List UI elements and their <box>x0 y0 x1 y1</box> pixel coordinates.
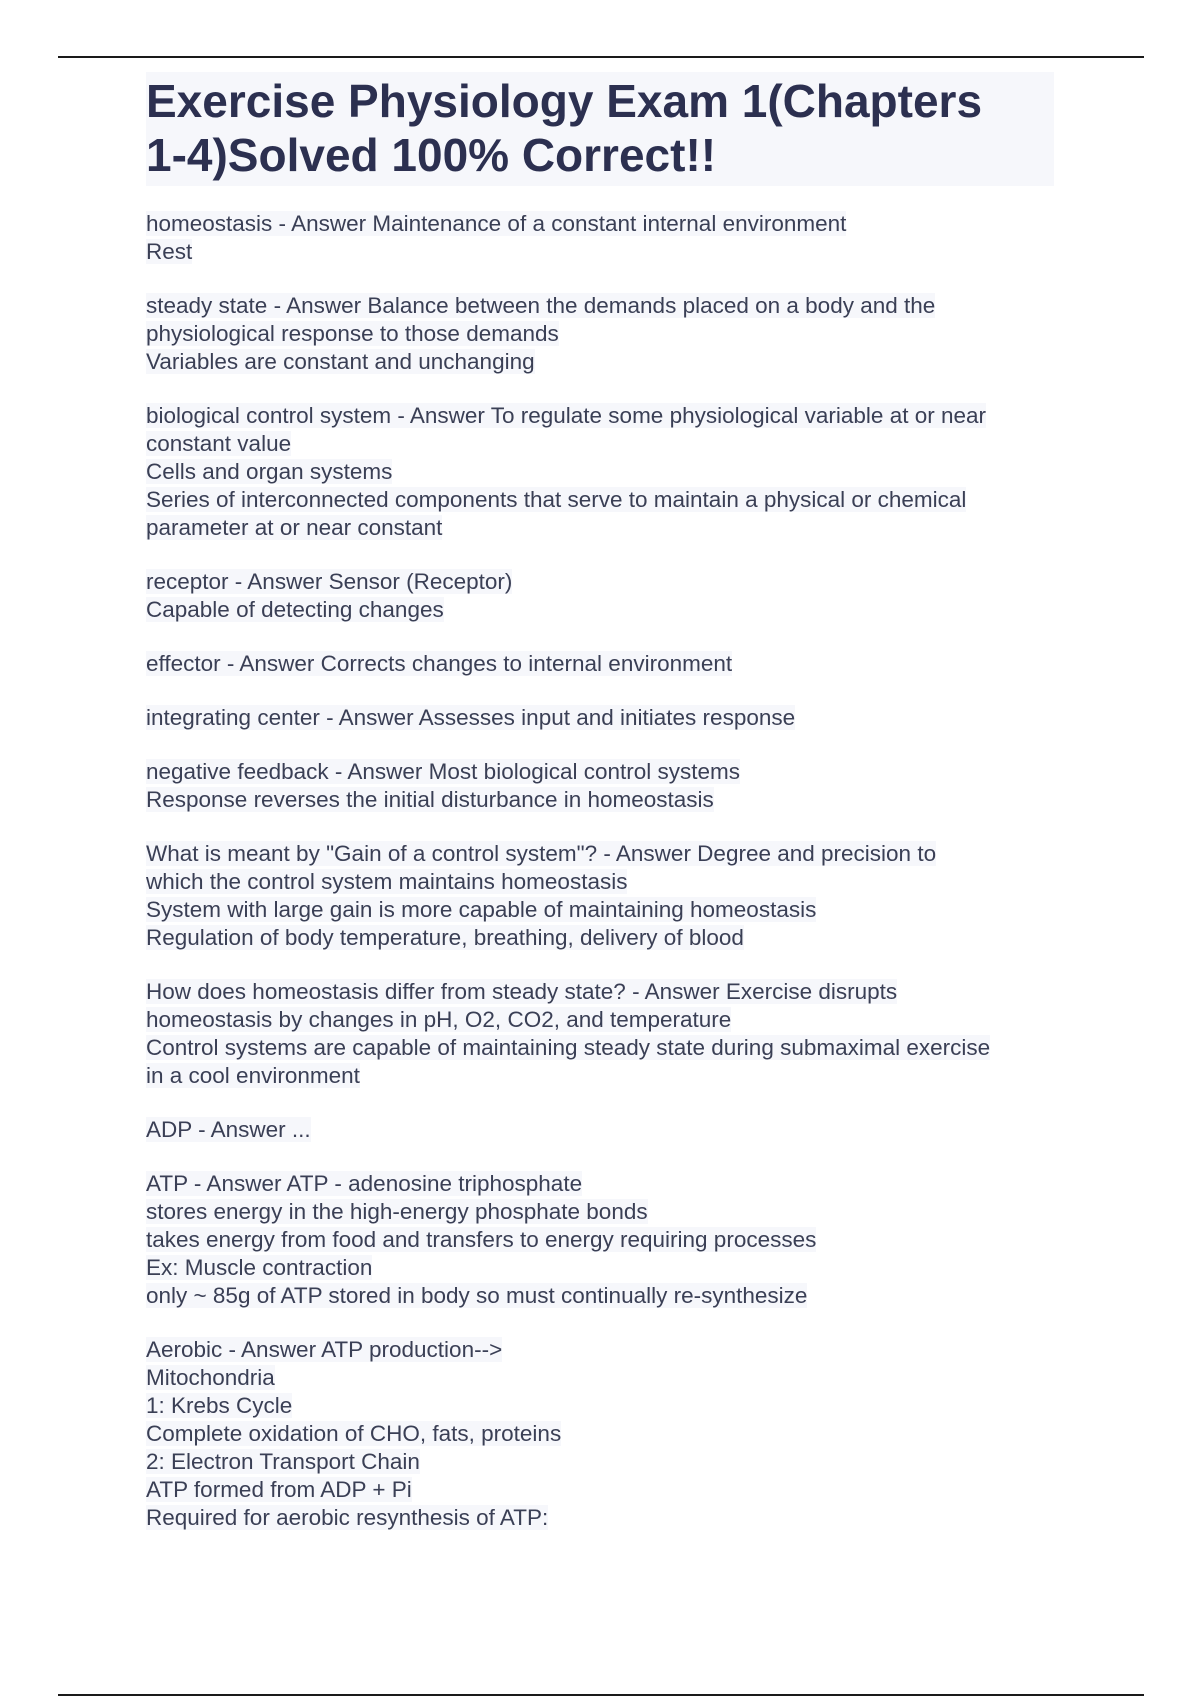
entry-answer-line <box>146 1504 1056 1532</box>
entry-term-line <box>146 758 1056 786</box>
document-title <box>146 72 1054 186</box>
entry-text: How does homeostasis differ from steady state? - Answer Exercise disrupts <box>146 979 898 1004</box>
entry-answer-line <box>146 596 1056 624</box>
entry-text: steady state - Answer Balance between the demands placed on a body and the <box>146 293 936 318</box>
entry-answer-line <box>146 1198 1056 1226</box>
top-rule <box>58 56 1144 58</box>
entry-term-line <box>146 210 1056 238</box>
entry-text: ATP formed from ADP + Pi <box>146 1477 412 1502</box>
entry-answer-line <box>146 1254 1056 1282</box>
title-line-2: 1-4)Solved 100% Correct!! <box>146 129 717 181</box>
entry-text: in a cool environment <box>146 1063 360 1088</box>
entry-text: Cells and organ systems <box>146 459 393 484</box>
entry-text: homeostasis - Answer Maintenance of a constant internal environment <box>146 211 847 236</box>
entry-answer-line <box>146 1062 1056 1090</box>
entry-text: ATP - Answer ATP - adenosine triphosphate <box>146 1171 583 1196</box>
entry-term-line <box>146 1336 1056 1364</box>
entry-text: 2: Electron Transport Chain <box>146 1449 420 1474</box>
flashcard-entry <box>146 402 1056 542</box>
entry-answer-line <box>146 786 1056 814</box>
flashcard-entry <box>146 568 1056 624</box>
entry-answer-line <box>146 458 1056 486</box>
entry-answer-line <box>146 486 1056 514</box>
entry-answer-line <box>146 1364 1056 1392</box>
entry-text: Regulation of body temperature, breathing, delivery of blood <box>146 925 744 950</box>
entry-text: Variables are constant and unchanging <box>146 349 535 374</box>
entry-term-line <box>146 704 1056 732</box>
entry-term-line <box>146 568 1056 596</box>
flashcard-list <box>146 210 1056 1532</box>
entry-answer-line <box>146 1476 1056 1504</box>
flashcard-entry <box>146 978 1056 1090</box>
entry-text: Control systems are capable of maintaining steady state during submaximal exercise <box>146 1035 991 1060</box>
entry-text: parameter at or near constant <box>146 515 443 540</box>
entry-answer-line <box>146 320 1056 348</box>
entry-answer-line <box>146 1226 1056 1254</box>
entry-text: Rest <box>146 239 193 264</box>
entry-text: System with large gain is more capable of maintaining homeostasis <box>146 897 817 922</box>
flashcard-entry <box>146 1336 1056 1532</box>
entry-answer-line <box>146 1420 1056 1448</box>
entry-text: receptor - Answer Sensor (Receptor) <box>146 569 513 594</box>
flashcard-entry <box>146 758 1056 814</box>
entry-text: physiological response to those demands <box>146 321 559 346</box>
entry-text: stores energy in the high-energy phosphate bonds <box>146 1199 648 1224</box>
entry-text: Series of interconnected components that serve to maintain a physical or chemical <box>146 487 967 512</box>
entry-text: which the control system maintains homeostasis <box>146 869 628 894</box>
entry-term-line <box>146 1170 1056 1198</box>
entry-answer-line <box>146 1034 1056 1062</box>
entry-term-line <box>146 1116 1056 1144</box>
document-body <box>146 72 1056 1558</box>
entry-answer-line <box>146 430 1056 458</box>
entry-term-line <box>146 840 1056 868</box>
entry-text: biological control system - Answer To regulate some physiological variable at or near <box>146 403 987 428</box>
entry-text: 1: Krebs Cycle <box>146 1393 293 1418</box>
entry-text: ADP - Answer ... <box>146 1117 311 1142</box>
entry-text: Capable of detecting changes <box>146 597 444 622</box>
entry-text: homeostasis by changes in pH, O2, CO2, and temperature <box>146 1007 732 1032</box>
entry-text: Complete oxidation of CHO, fats, proteins <box>146 1421 562 1446</box>
entry-answer-line <box>146 348 1056 376</box>
flashcard-entry <box>146 1116 1056 1144</box>
entry-text: effector - Answer Corrects changes to internal environment <box>146 651 733 676</box>
entry-answer-line <box>146 868 1056 896</box>
title-line-1: Exercise Physiology Exam 1(Chapters <box>146 75 983 127</box>
entry-text: takes energy from food and transfers to energy requiring processes <box>146 1227 817 1252</box>
entry-text: integrating center - Answer Assesses input and initiates response <box>146 705 796 730</box>
entry-term-line <box>146 650 1056 678</box>
entry-text: Response reverses the initial disturbance in homeostasis <box>146 787 714 812</box>
entry-answer-line <box>146 896 1056 924</box>
entry-answer-line <box>146 514 1056 542</box>
entry-term-line <box>146 292 1056 320</box>
entry-text: only ~ 85g of ATP stored in body so must continually re-synthesize <box>146 1283 808 1308</box>
flashcard-entry <box>146 210 1056 266</box>
entry-text: Aerobic - Answer ATP production--> <box>146 1337 503 1362</box>
entry-answer-line <box>146 1006 1056 1034</box>
bottom-rule <box>58 1694 1144 1696</box>
entry-answer-line <box>146 1282 1056 1310</box>
flashcard-entry <box>146 704 1056 732</box>
entry-answer-line <box>146 1448 1056 1476</box>
flashcard-entry <box>146 840 1056 952</box>
entry-text: Ex: Muscle contraction <box>146 1255 373 1280</box>
entry-text: Required for aerobic resynthesis of ATP: <box>146 1505 549 1530</box>
flashcard-entry <box>146 292 1056 376</box>
entry-text: Mitochondria <box>146 1365 275 1390</box>
flashcard-entry <box>146 1170 1056 1310</box>
entry-text: What is meant by "Gain of a control system"? - Answer Degree and precision to <box>146 841 937 866</box>
entry-text: constant value <box>146 431 292 456</box>
entry-text: negative feedback - Answer Most biological control systems <box>146 759 741 784</box>
flashcard-entry <box>146 650 1056 678</box>
entry-answer-line <box>146 238 1056 266</box>
entry-term-line <box>146 978 1056 1006</box>
entry-answer-line <box>146 924 1056 952</box>
entry-term-line <box>146 402 1056 430</box>
entry-answer-line <box>146 1392 1056 1420</box>
